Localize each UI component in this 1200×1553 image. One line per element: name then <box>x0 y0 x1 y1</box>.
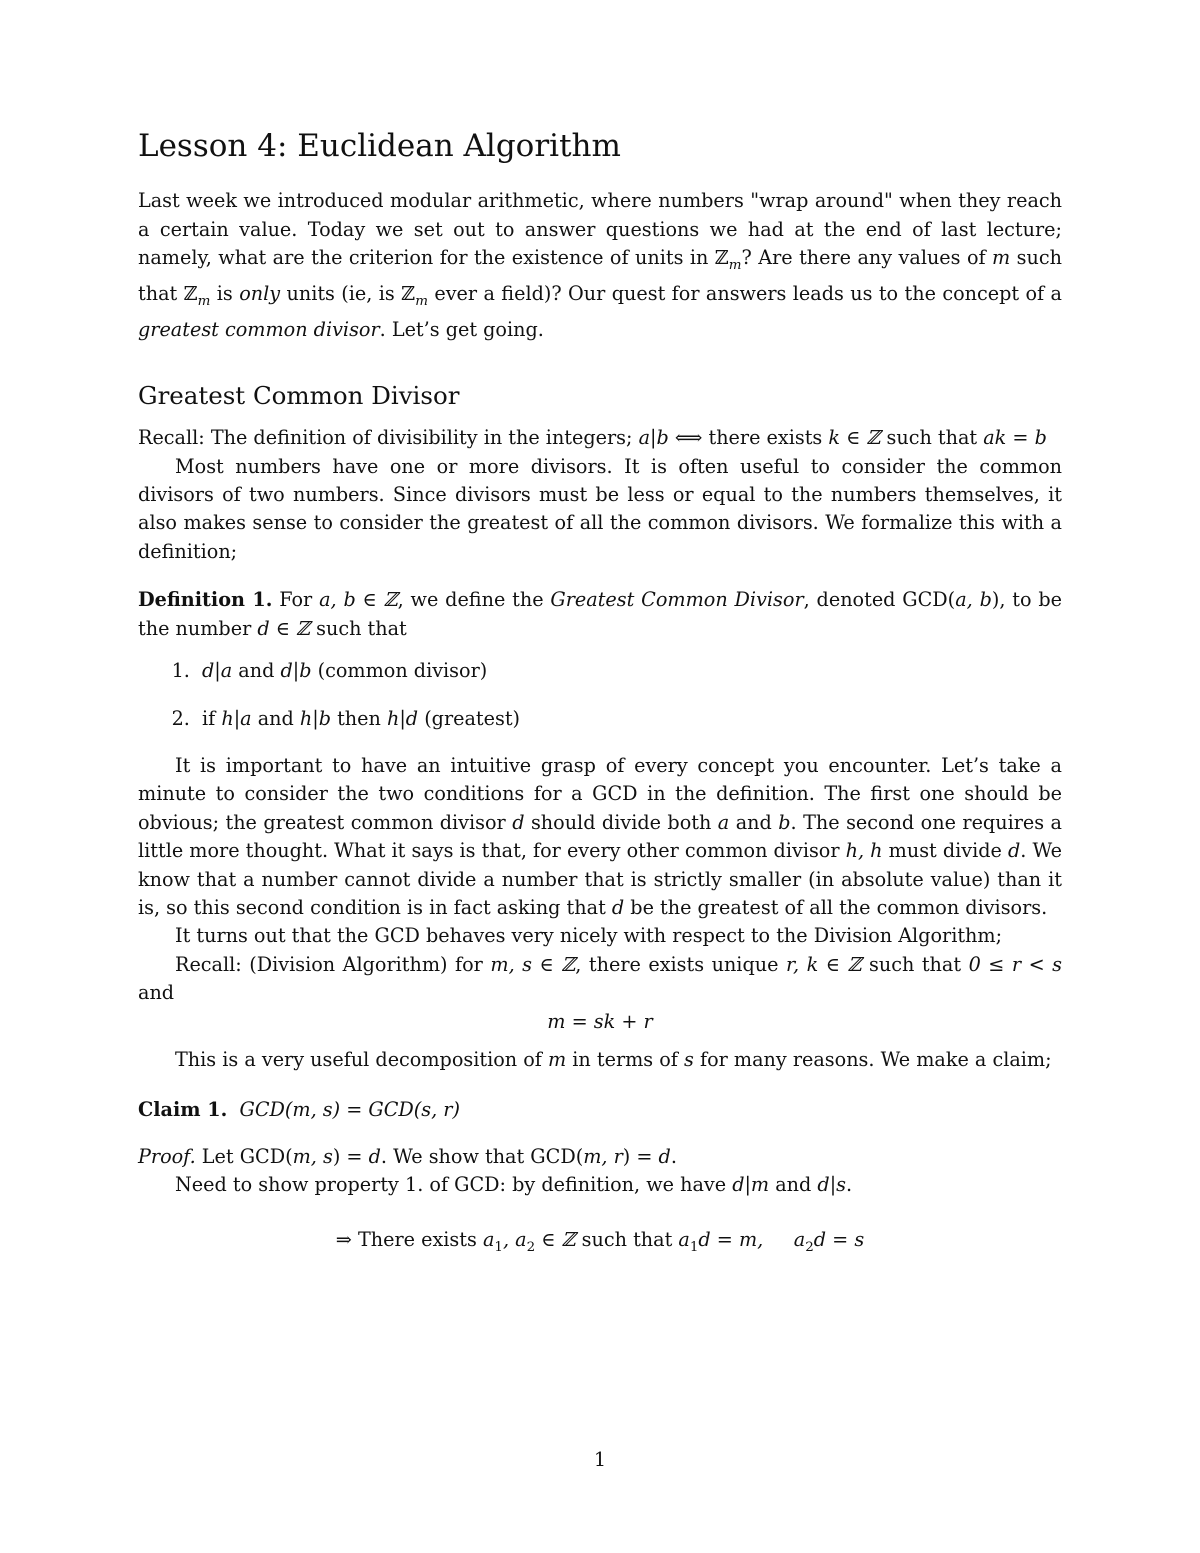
math: a|b ⟺ <box>638 426 703 450</box>
intuition-paragraph: It is important to have an intuitive grasp of every concept you encounter. Let’s take a minute to consider the two conditions for a GCD in the definition. The first one should be obvious; the greatest common divisor d should divide both a and b. The second one requires a little more thought. What it says is that, for every other common divisor h, h must divide d. We know that a number cannot divide a number that is strictly smaller (in absolute value) than it is, so this second condition is in fact asking that d be the greatest of all the common divisors. <box>138 753 1063 919</box>
recall-divisibility: Recall: The definition of divisibility in the integers; a|b ⟺ there exists k ∈ ℤ such that ak = b <box>138 426 1047 450</box>
emphasis: Greatest Common Divisor <box>550 588 804 612</box>
decomposition-paragraph: This is a very useful decomposition of m in terms of s for many reasons. We make a claim; <box>175 1047 1052 1071</box>
recall-division-algorithm: Recall: (Division Algorithm) for m, s ∈ ℤ, there exists unique r, k ∈ ℤ such that 0 ≤ r < s and <box>138 952 1063 1005</box>
proof-start: Proof. Let GCD(m, s) = d. We show that GCD(m, r) = d. <box>138 1144 677 1168</box>
text-run: is <box>210 282 240 306</box>
definition-conditions <box>138 657 1062 733</box>
document-page <box>138 128 1062 1262</box>
math-Zm: ℤ$_m$ <box>714 246 742 273</box>
list-item: 1. d|a and d|b (common divisor) <box>196 657 1062 685</box>
text-run: units (ie, is <box>280 282 402 306</box>
math-Zm: ℤ$_m$ <box>183 282 211 310</box>
math: GCD(m, s) = GCD(s, r) <box>239 1098 460 1122</box>
emphasis: greatest common divisor <box>138 318 380 342</box>
list-item: 2. if h|a and h|b then h|d (greatest) <box>196 705 1062 733</box>
page-number: 1 <box>593 1448 607 1471</box>
text-run: ? Are there any values of <box>741 246 993 269</box>
proof-label: Proof. <box>138 1144 196 1168</box>
math: ak = b <box>983 426 1047 450</box>
intro-paragraph <box>138 187 1062 345</box>
math: a, b <box>955 588 992 612</box>
divisors-paragraph: Most numbers have one or more divisors. It is often useful to consider the common divisors of two numbers. Since divisors must be less or equal to the numbers themselves, it also makes sense to consider the greatest of all the common divisors. We formalize this with a definition; <box>138 454 1062 563</box>
text-run: such that <box>138 246 1062 306</box>
text-run: . Let’s get going. <box>379 318 544 342</box>
property-line: Need to show property 1. of GCD: by definition, we have d|m and d|s. <box>175 1173 853 1197</box>
page-title: Lesson 4: Euclidean Algorithm <box>138 128 621 164</box>
definition-1: Definition 1. For a, b ∈ ℤ, we define the Greatest Common Divisor, denoted GCD(a, b), to be the number d ∈ ℤ such that <box>138 588 1063 640</box>
math-m: m <box>992 246 1011 269</box>
math: k ∈ ℤ <box>828 426 881 450</box>
text-run: Last week we introduced modular arithmetic, where numbers "wrap around" when they reach a certain value. Today we set out to answer questions we had at the end of last lecture; namely, what are the criterion for the existence of units in <box>138 189 1062 269</box>
math: a, b ∈ ℤ <box>319 588 398 612</box>
math-Zm: ℤ$_m$ <box>401 282 428 310</box>
claim-1 <box>138 1096 1062 1124</box>
division-equation: m = sk + r <box>547 1009 653 1033</box>
emphasis: only <box>239 282 281 306</box>
text-run: ever a field)? Our quest for answers leads us to the concept of a <box>427 282 1062 306</box>
turns-out-paragraph: It turns out that the GCD behaves very nicely with respect to the Division Algorithm; <box>175 924 1003 948</box>
section-heading: Greatest Common Divisor <box>138 380 460 410</box>
claim-label: Claim 1. <box>138 1098 228 1122</box>
definition-label: Definition 1. <box>138 588 273 612</box>
math: d ∈ ℤ <box>257 616 311 640</box>
implies-line: ⇒ There exists $a_1$, $a_2$ ∈ ℤ such that $a_1d = m$, $a_2d = s$ <box>335 1227 865 1255</box>
